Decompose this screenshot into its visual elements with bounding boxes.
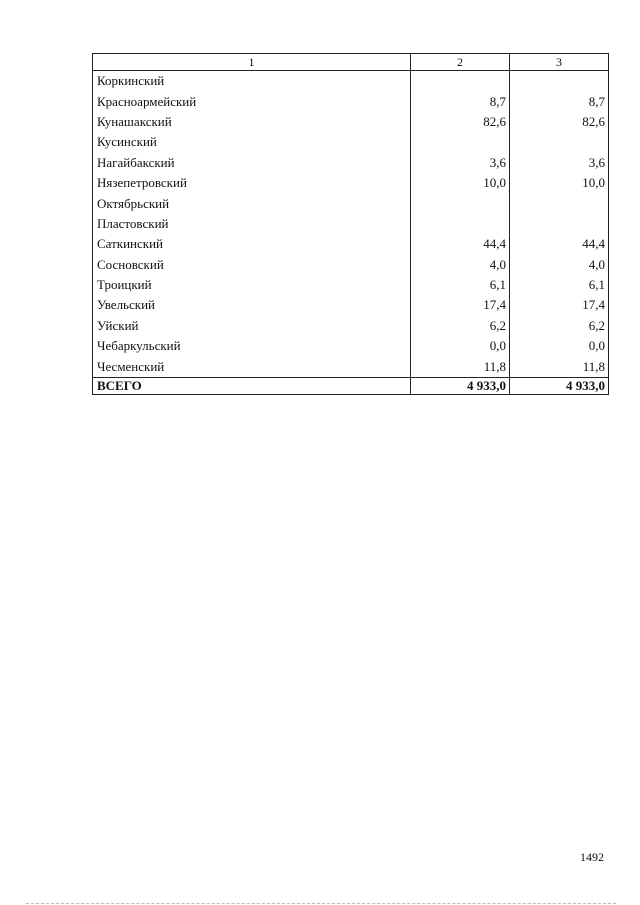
row-name-cell: Кунашакский [93, 112, 411, 132]
row-name-cell: Кусинский [93, 132, 411, 152]
row-col2-cell: 10,0 [411, 173, 510, 193]
row-name-cell: Октябрьский [93, 193, 411, 213]
table-row [93, 234, 609, 254]
row-name-cell: Красноармейский [93, 91, 411, 111]
table-row [93, 356, 609, 377]
row-col2-cell: 6,2 [411, 316, 510, 336]
footer-scan-line [26, 903, 616, 904]
row-col3-cell: 4,0 [510, 255, 609, 275]
page-number: 1492 [580, 850, 604, 864]
table-row [93, 132, 609, 152]
row-col3-cell [510, 193, 609, 213]
table-row [93, 214, 609, 234]
column-header-1: 1 [93, 54, 411, 71]
row-name-cell: Сосновский [93, 255, 411, 275]
row-col3-cell [510, 214, 609, 234]
table-total-row [93, 377, 609, 394]
table-row [93, 336, 609, 356]
table-row [93, 91, 609, 111]
table-row [93, 316, 609, 336]
table-row [93, 275, 609, 295]
table-body [93, 71, 609, 378]
row-col3-cell: 44,4 [510, 234, 609, 254]
row-name-cell: Чесменский [93, 356, 411, 377]
row-name-cell: Троицкий [93, 275, 411, 295]
table-row [93, 255, 609, 275]
row-col2-cell: 3,6 [411, 153, 510, 173]
row-col3-cell: 3,6 [510, 153, 609, 173]
row-name-cell: Саткинский [93, 234, 411, 254]
row-name-cell: Увельский [93, 295, 411, 315]
row-col2-cell [411, 193, 510, 213]
table-row [93, 71, 609, 92]
total-col2: 4 933,0 [411, 377, 510, 394]
column-header-3: 3 [510, 54, 609, 71]
row-col3-cell: 82,6 [510, 112, 609, 132]
row-name-cell: Чебаркульский [93, 336, 411, 356]
row-name-cell: Коркинский [93, 71, 411, 92]
row-col2-cell: 11,8 [411, 356, 510, 377]
total-col3: 4 933,0 [510, 377, 609, 394]
table-row [93, 173, 609, 193]
document-table-container [92, 53, 608, 395]
table-row [93, 112, 609, 132]
total-label: ВСЕГО [93, 377, 411, 394]
row-col3-cell [510, 132, 609, 152]
row-col2-cell: 44,4 [411, 234, 510, 254]
row-col2-cell: 0,0 [411, 336, 510, 356]
row-col2-cell: 8,7 [411, 91, 510, 111]
row-name-cell: Уйский [93, 316, 411, 336]
row-col2-cell: 6,1 [411, 275, 510, 295]
row-col3-cell: 17,4 [510, 295, 609, 315]
table-header-row [93, 54, 609, 71]
row-col3-cell: 6,1 [510, 275, 609, 295]
column-header-2: 2 [411, 54, 510, 71]
row-col2-cell [411, 214, 510, 234]
row-col2-cell [411, 71, 510, 92]
row-col3-cell: 6,2 [510, 316, 609, 336]
row-col2-cell [411, 132, 510, 152]
row-name-cell: Пластовский [93, 214, 411, 234]
row-col3-cell: 8,7 [510, 91, 609, 111]
table-row [93, 153, 609, 173]
row-col2-cell: 82,6 [411, 112, 510, 132]
table-row [93, 295, 609, 315]
row-col3-cell: 0,0 [510, 336, 609, 356]
data-table [92, 53, 609, 395]
row-col3-cell [510, 71, 609, 92]
row-col2-cell: 17,4 [411, 295, 510, 315]
row-col3-cell: 10,0 [510, 173, 609, 193]
row-col2-cell: 4,0 [411, 255, 510, 275]
row-col3-cell: 11,8 [510, 356, 609, 377]
row-name-cell: Нязепетровский [93, 173, 411, 193]
table-row [93, 193, 609, 213]
row-name-cell: Нагайбакский [93, 153, 411, 173]
